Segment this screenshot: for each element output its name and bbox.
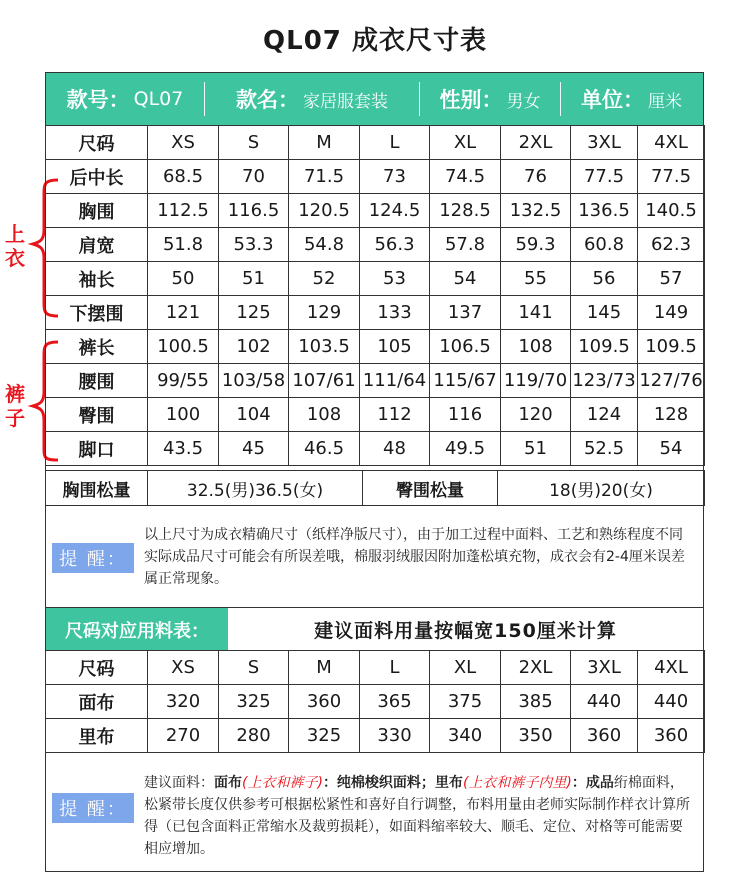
style-name-label: 款名： — [236, 88, 299, 112]
size-row — [46, 194, 705, 228]
size-cell: 46.5 — [289, 432, 360, 466]
size-cell: 115/67 — [430, 364, 501, 398]
header-divider — [560, 82, 561, 116]
fabric-cell: 360 — [638, 719, 705, 753]
gender-cell — [420, 73, 560, 125]
fabric-cell: 440 — [571, 685, 638, 719]
size-row-label: 胸围 — [46, 194, 148, 228]
size-cell: 140.5 — [638, 194, 705, 228]
size-row — [46, 364, 705, 398]
size-cell: 108 — [289, 398, 360, 432]
ease-row — [46, 471, 705, 506]
size-cell: 116.5 — [219, 194, 289, 228]
note2-part: ：成品 — [571, 775, 614, 791]
note2-part: 建议面料： — [144, 775, 214, 791]
size-cell: 68.5 — [148, 160, 219, 194]
size-cell: 125 — [219, 296, 289, 330]
fabric-cell: 360 — [571, 719, 638, 753]
size-cell: 73 — [360, 160, 430, 194]
size-header-row — [46, 126, 705, 160]
size-row — [46, 228, 705, 262]
size-cell: 128 — [638, 398, 705, 432]
fabric-cell: 375 — [430, 685, 501, 719]
size-cell: 111/64 — [360, 364, 430, 398]
size-cell: 54.8 — [289, 228, 360, 262]
size-size-header: 2XL — [501, 126, 571, 160]
size-size-header: XL — [430, 126, 501, 160]
size-cell: 51 — [219, 262, 289, 296]
side-label-bottom: 裤子 — [5, 382, 25, 430]
size-table — [45, 125, 705, 466]
ease-table — [45, 470, 705, 506]
size-cell: 99/55 — [148, 364, 219, 398]
size-row-label: 袖长 — [46, 262, 148, 296]
page-title: QL07 成衣尺寸表 — [263, 26, 487, 56]
size-cell: 119/70 — [501, 364, 571, 398]
size-cell: 59.3 — [501, 228, 571, 262]
fabric-size-header: 2XL — [501, 651, 571, 685]
note2-lining-label: 里布 — [434, 775, 463, 791]
fabric-size-header: S — [219, 651, 289, 685]
size-cell: 112.5 — [148, 194, 219, 228]
fabric-cell: 280 — [219, 719, 289, 753]
style-no-label: 款号： — [66, 88, 130, 112]
size-size-header: 4XL — [638, 126, 705, 160]
size-cell: 57 — [638, 262, 705, 296]
size-cell: 109.5 — [638, 330, 705, 364]
note2-lining-scope: (上衣和裤子内里) — [462, 775, 572, 791]
size-cell: 129 — [289, 296, 360, 330]
size-cell: 136.5 — [571, 194, 638, 228]
fabric-cell: 330 — [360, 719, 430, 753]
size-size-header: M — [289, 126, 360, 160]
size-cell: 77.5 — [638, 160, 705, 194]
size-cell: 56 — [571, 262, 638, 296]
size-cell: 51 — [501, 432, 571, 466]
size-cell: 103/58 — [219, 364, 289, 398]
size-cell: 145 — [571, 296, 638, 330]
fabric-cell: 350 — [501, 719, 571, 753]
size-cell: 55 — [501, 262, 571, 296]
hip-ease-label: 臀围松量 — [363, 471, 498, 506]
reminder-text: 以上尺寸为成衣精确尺寸（纸样净版尺寸），由于加工过程中面料、工艺和熟练程度不同实际成品尺寸可能会有所误差哦，棉服羽绒服因附加蓬松填充物，成衣会有2-4厘米误差属正常现象。 — [144, 527, 685, 587]
fabric-cell: 320 — [148, 685, 219, 719]
size-cell: 124.5 — [360, 194, 430, 228]
fabric-row-label: 里布 — [46, 719, 148, 753]
fabric-size-header: M — [289, 651, 360, 685]
fabric-section-title: 尺码对应用料表： — [46, 608, 228, 651]
gender-value: 男女 — [506, 91, 541, 112]
fabric-cell: 325 — [289, 719, 360, 753]
reminder-tag: 提 醒： — [52, 543, 134, 573]
reminder-note-1 — [46, 506, 703, 606]
note2-outer-fabric-scope: (上衣和裤子) — [242, 775, 323, 791]
size-row — [46, 296, 705, 330]
info-header-bar — [46, 73, 703, 125]
unit-cell — [561, 73, 702, 125]
size-row-label: 下摆围 — [46, 296, 148, 330]
size-cell: 103.5 — [289, 330, 360, 364]
size-cell: 141 — [501, 296, 571, 330]
size-row — [46, 398, 705, 432]
size-size-header: XS — [148, 126, 219, 160]
size-cell: 51.8 — [148, 228, 219, 262]
size-cell: 50 — [148, 262, 219, 296]
size-row — [46, 432, 705, 466]
size-cell: 133 — [360, 296, 430, 330]
fabric-size-header: XL — [430, 651, 501, 685]
size-cell: 120.5 — [289, 194, 360, 228]
hip-ease-value: 18(男)20(女) — [498, 471, 705, 506]
size-cell: 128.5 — [430, 194, 501, 228]
size-cell: 120 — [501, 398, 571, 432]
fabric-cell: 360 — [289, 685, 360, 719]
size-cell: 70 — [219, 160, 289, 194]
size-cell: 100 — [148, 398, 219, 432]
size-cell: 43.5 — [148, 432, 219, 466]
reminder-text-2 — [144, 772, 696, 860]
fabric-row-label: 面布 — [46, 685, 148, 719]
note2-outer-fabric-label: 面布 — [214, 775, 242, 791]
size-cell: 49.5 — [430, 432, 501, 466]
size-cell: 52.5 — [571, 432, 638, 466]
size-cell: 105 — [360, 330, 430, 364]
size-cell: 54 — [430, 262, 501, 296]
size-cell: 62.3 — [638, 228, 705, 262]
size-row-label: 裤长 — [46, 330, 148, 364]
size-cell: 112 — [360, 398, 430, 432]
chest-ease-label: 胸围松量 — [46, 471, 148, 506]
unit-value: 厘米 — [648, 91, 682, 112]
fabric-size-header: L — [360, 651, 430, 685]
size-cell: 108 — [501, 330, 571, 364]
size-cell: 123/73 — [571, 364, 638, 398]
fabric-cell: 440 — [638, 685, 705, 719]
size-cell: 60.8 — [571, 228, 638, 262]
style-no-cell — [46, 73, 204, 125]
size-cell: 104 — [219, 398, 289, 432]
size-cell: 57.8 — [430, 228, 501, 262]
header-divider — [204, 82, 205, 116]
style-name-value: 家居服套装 — [303, 91, 388, 112]
size-cell: 77.5 — [571, 160, 638, 194]
chest-ease-value: 32.5(男)36.5(女) — [148, 471, 363, 506]
size-cell: 102 — [219, 330, 289, 364]
size-row — [46, 330, 705, 364]
size-cell: 53 — [360, 262, 430, 296]
fabric-cell: 325 — [219, 685, 289, 719]
size-row-label: 脚口 — [46, 432, 148, 466]
fabric-size-header: XS — [148, 651, 219, 685]
header-divider — [419, 82, 420, 116]
size-cell: 52 — [289, 262, 360, 296]
size-cell: 124 — [571, 398, 638, 432]
size-cell: 76 — [501, 160, 571, 194]
fabric-size-header: 4XL — [638, 651, 705, 685]
size-cell: 48 — [360, 432, 430, 466]
size-cell: 53.3 — [219, 228, 289, 262]
reminder-tag: 提 醒： — [52, 793, 134, 823]
fabric-table — [45, 650, 705, 753]
size-row — [46, 160, 705, 194]
size-cell: 54 — [638, 432, 705, 466]
fabric-row — [46, 685, 705, 719]
size-size-header: 3XL — [571, 126, 638, 160]
size-cell: 121 — [148, 296, 219, 330]
note2-part: ：纯棉梭织面料； — [322, 775, 435, 791]
size-cell: 149 — [638, 296, 705, 330]
fabric-cell: 385 — [501, 685, 571, 719]
size-cell: 106.5 — [430, 330, 501, 364]
fabric-cell: 365 — [360, 685, 430, 719]
size-cell: 71.5 — [289, 160, 360, 194]
note2-body: 绗棉面料，松紧带长度仅供参考可根据松紧性和喜好自行调整，布料用量由老师实际制作样衣计算所得（已包含面料正常缩水及裁剪损耗），如面料缩率较大、顺毛、定位、对格等可能需要相应增加。 — [144, 775, 690, 857]
fabric-section-subtitle: 建议面料用量按幅宽150厘米计算 — [314, 620, 617, 642]
size-row-label: 臀围 — [46, 398, 148, 432]
size-cell: 116 — [430, 398, 501, 432]
size-row-label: 肩宽 — [46, 228, 148, 262]
size-row-label: 后中长 — [46, 160, 148, 194]
size-row-label: 腰围 — [46, 364, 148, 398]
size-cell: 100.5 — [148, 330, 219, 364]
fabric-cell: 340 — [430, 719, 501, 753]
gender-label: 性别： — [439, 88, 503, 112]
size-cell: 45 — [219, 432, 289, 466]
style-name-cell — [205, 73, 419, 125]
fabric-size-header: 3XL — [571, 651, 638, 685]
fabric-cell: 270 — [148, 719, 219, 753]
size-cell: 132.5 — [501, 194, 571, 228]
size-cell: 137 — [430, 296, 501, 330]
size-size-header: S — [219, 126, 289, 160]
fabric-header-label: 尺码 — [46, 651, 148, 685]
size-cell: 127/76 — [638, 364, 705, 398]
size-size-header: L — [360, 126, 430, 160]
reminder-note-2 — [46, 748, 703, 872]
size-header-label: 尺码 — [46, 126, 148, 160]
unit-label: 单位： — [581, 88, 644, 112]
style-no-value: QL07 — [133, 88, 184, 110]
side-label-top: 上衣 — [5, 222, 25, 270]
size-row — [46, 262, 705, 296]
size-cell: 74.5 — [430, 160, 501, 194]
fabric-section-bar — [46, 607, 703, 651]
fabric-header-row — [46, 651, 705, 685]
size-cell: 56.3 — [360, 228, 430, 262]
size-cell: 107/61 — [289, 364, 360, 398]
size-cell: 109.5 — [571, 330, 638, 364]
